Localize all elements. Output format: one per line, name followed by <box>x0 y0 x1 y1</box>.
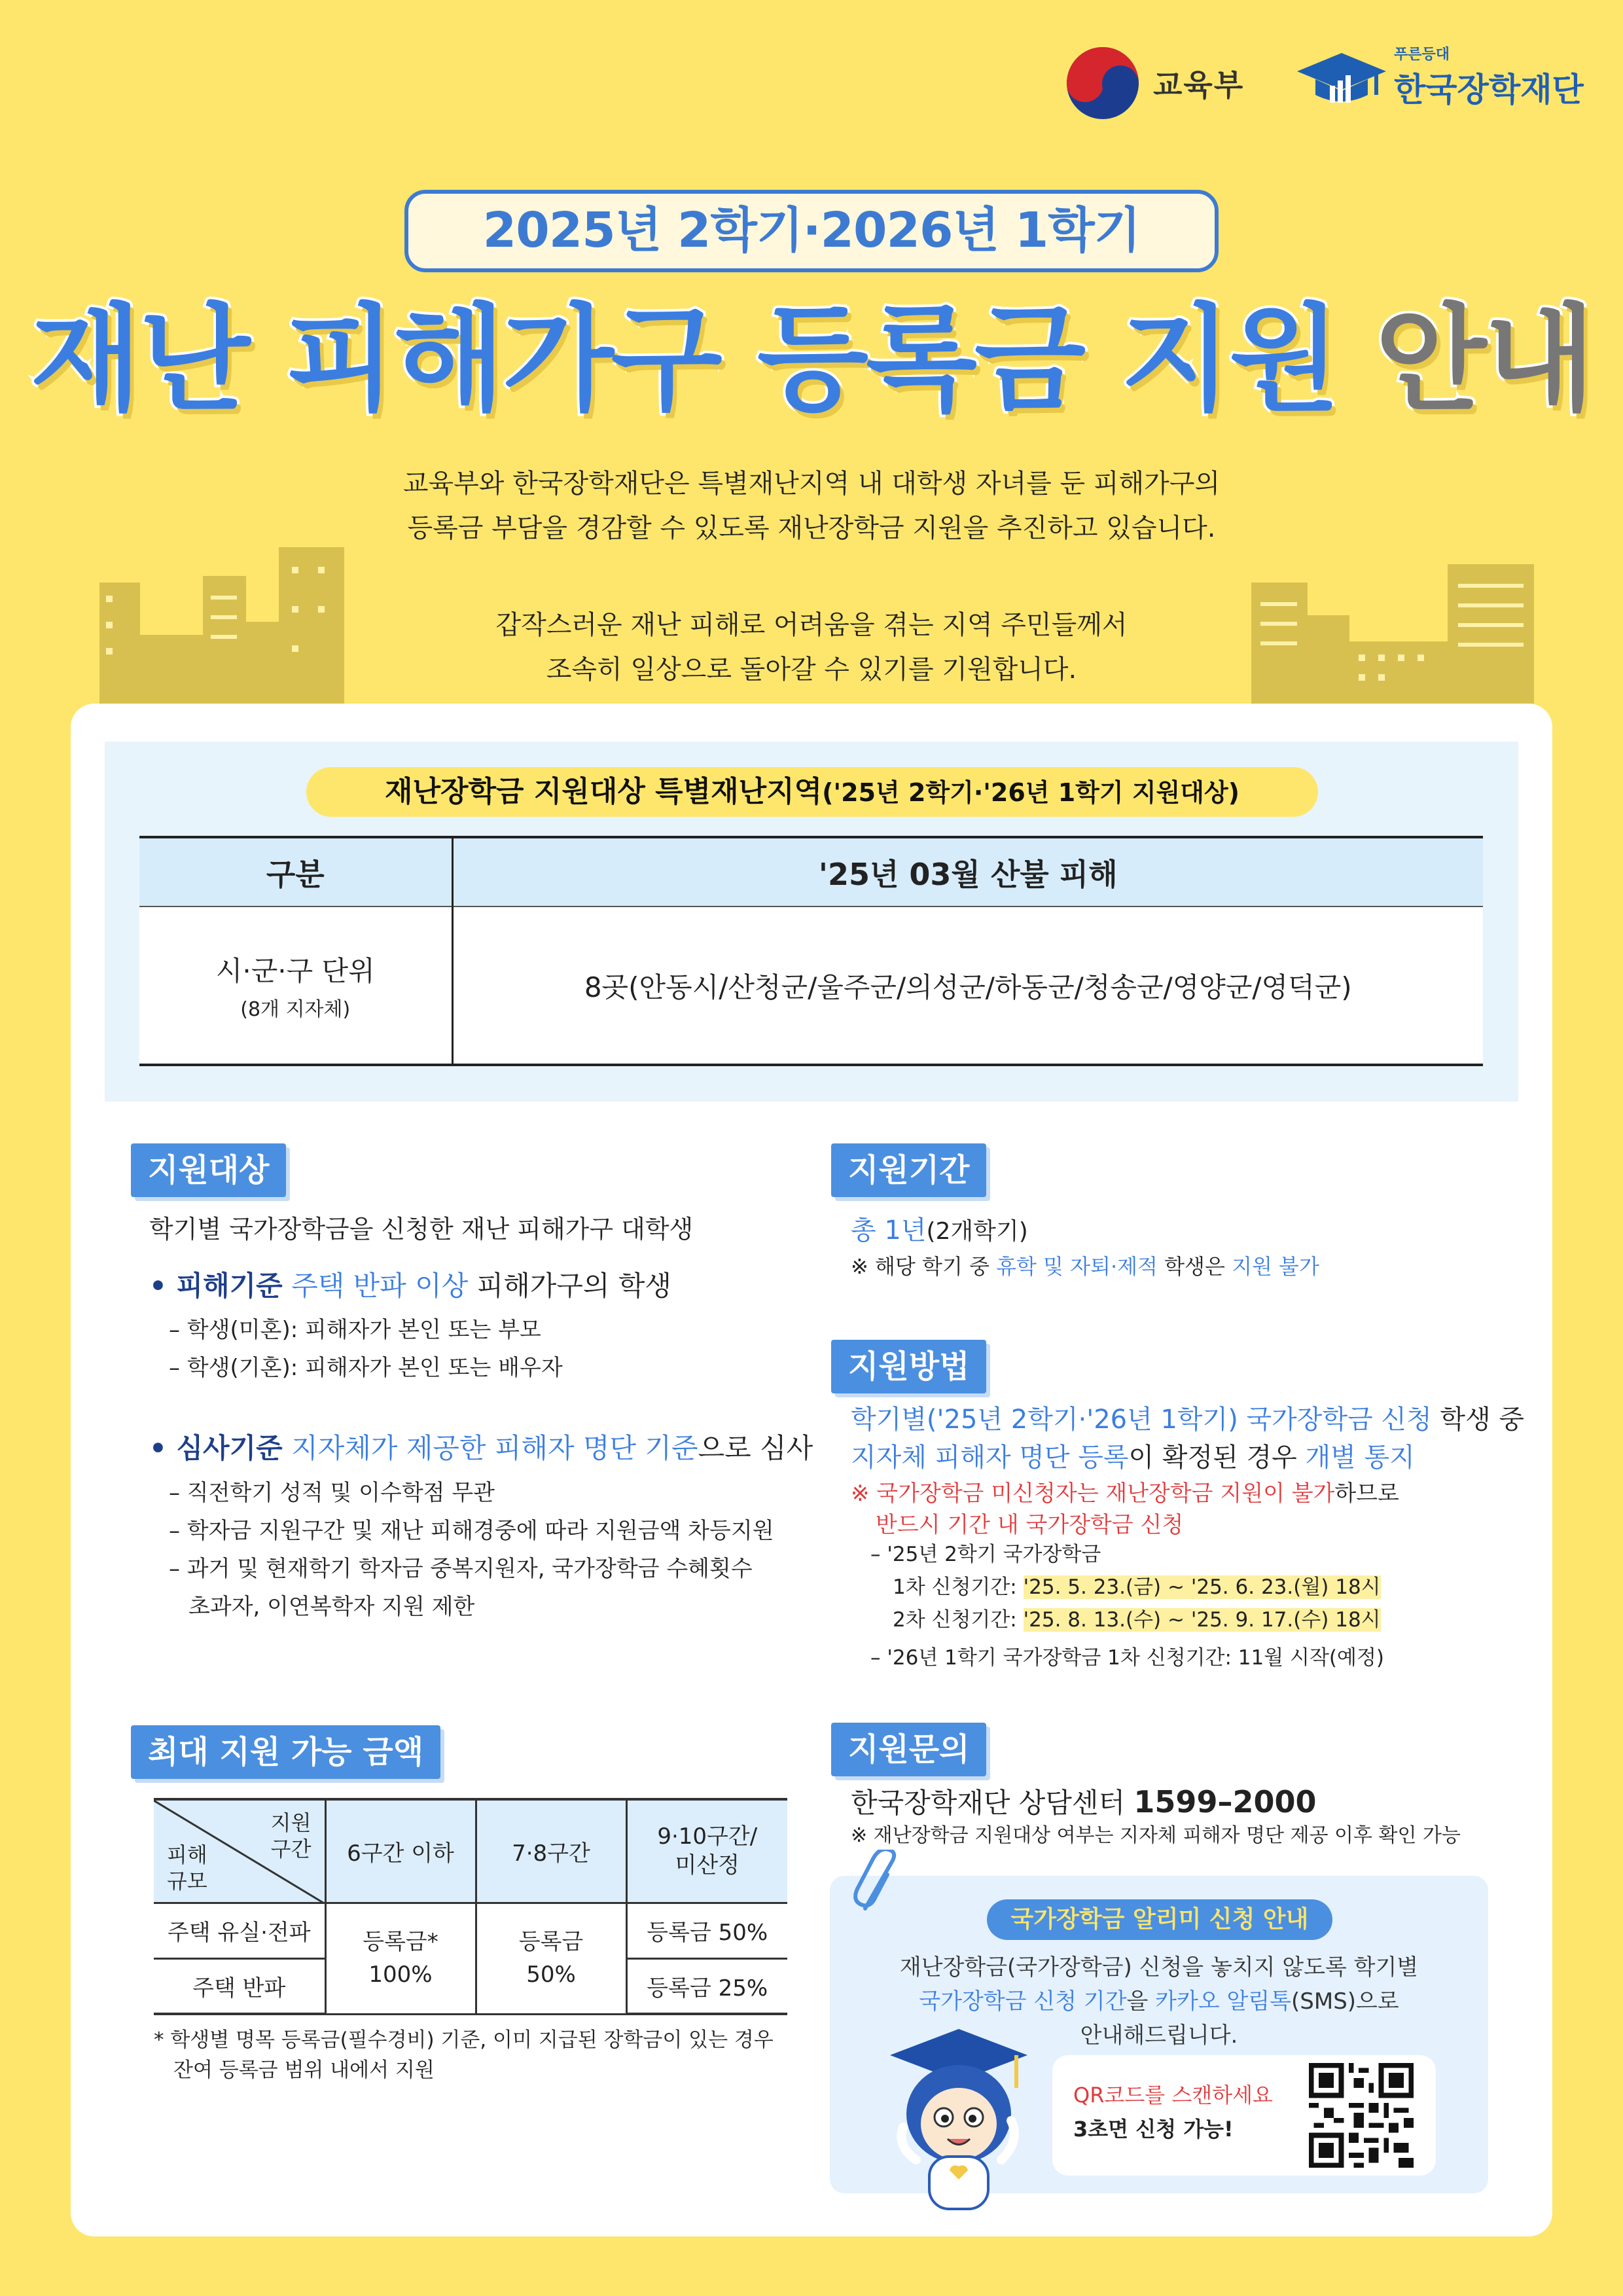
semester-title: 2025년 2학기·2026년 1학기 <box>404 190 1219 272</box>
corner-bottom: 피해 규모 <box>167 1842 207 1893</box>
intro-text <box>0 461 1623 692</box>
region-title <box>306 767 1318 817</box>
warning-text: 반드시 기간 내 국가장학금 신청 <box>876 1512 1184 1538</box>
amount-note-line: 잔여 등록금 범위 내에서 지원 <box>173 2058 435 2082</box>
damage-items <box>169 1311 563 1387</box>
schedule-date: '25. 8. 13.(수) ~ '25. 9. 17.(수) 18시 <box>1023 1608 1381 1632</box>
alimi-line: 재난장학금(국가장학금) 신청을 놓치지 않도록 학기별 <box>899 1954 1419 1981</box>
amount-note-line: * 학생별 명목 등록금(필수경비) 기준, 이미 지급된 장학금이 있는 경우 <box>154 2028 774 2052</box>
amount-cell: 등록금* 100% <box>325 1903 476 2014</box>
paperclip-icon <box>852 1850 904 1922</box>
intro-line: 조속히 일상으로 돌아갈 수 있기를 기원합니다. <box>546 655 1077 685</box>
method-warning <box>851 1478 1399 1541</box>
period-note-text: 지원 불가 <box>1232 1254 1319 1279</box>
region-table <box>139 836 1483 1066</box>
method-text-part: 학생 중 <box>1431 1405 1525 1435</box>
schedule-label: 1차 신청기간: <box>893 1575 1024 1599</box>
intro-line: 교육부와 한국장학재단은 특별재난지역 내 대학생 자녀를 둔 피해가구의 <box>402 469 1221 499</box>
intro-line: 등록금 부담을 경감할 수 있도록 재난장학금 지원을 추진하고 있습니다. <box>407 513 1216 543</box>
amount-row-label: 주택 반파 <box>154 1958 325 2014</box>
tab-method: 지원방법 <box>831 1340 986 1393</box>
tab-inquiry: 지원문의 <box>831 1723 986 1776</box>
amount-cell: 등록금 50% <box>476 1903 626 2014</box>
tab-target: 지원대상 <box>131 1143 286 1197</box>
moe-logo <box>1067 47 1244 119</box>
region-title-main: 재난장학금 지원대상 특별재난지역 <box>384 775 823 808</box>
kosaf-logo <box>1296 43 1584 111</box>
period-note <box>851 1250 1319 1283</box>
inquiry-note: ※ 재난장학금 지원대상 여부는 지자체 피해자 명단 제공 이후 확인 가능 <box>851 1824 1461 1847</box>
schedule-date: '25. 5. 23.(금) ~ '25. 6. 23.(월) 18시 <box>1023 1575 1381 1599</box>
amount-cell: 등록금 25% <box>626 1958 787 2014</box>
region-row-sublabel: (8개 지자체) <box>240 997 351 1021</box>
amount-corner-cell <box>154 1799 325 1903</box>
review-value: 지자체가 제공한 피해자 명단 기준 <box>291 1432 698 1464</box>
alimi-line-part: 을 <box>1126 1988 1156 2015</box>
method-schedule <box>870 1538 1384 1674</box>
list-item: – 학생(미혼): 피해자가 본인 또는 부모 <box>169 1317 541 1343</box>
qr-subtitle: 3초면 신청 가능! <box>1073 2117 1234 2142</box>
alimi-line-part: 카카오 알림톡 <box>1155 1988 1292 2015</box>
region-title-sub: ('25년 2학기·'26년 1학기 지원대상) <box>822 778 1240 807</box>
damage-rest: 피해가구의 학생 <box>476 1270 671 1302</box>
target-intro: 학기별 국가장학금을 신청한 재난 피해가구 대학생 <box>149 1215 694 1244</box>
inquiry-center-name: 한국장학재단 상담센터 <box>851 1787 1134 1819</box>
period-note-text: 학생은 <box>1157 1254 1232 1279</box>
method-text-part: 지자체 피해자 명단 등록 <box>851 1443 1129 1473</box>
amount-note <box>154 2025 774 2085</box>
period-note-text: ※ 해당 학기 중 <box>851 1254 997 1279</box>
review-items <box>169 1474 774 1626</box>
review-criteria <box>149 1429 813 1468</box>
main-title <box>0 295 1623 425</box>
region-col-header: '25년 03월 산불 피해 <box>452 837 1483 906</box>
kosaf-tagline: 푸른등대 <box>1394 46 1450 63</box>
taegeuk-icon <box>1067 47 1139 119</box>
amount-col-header: 7·8구간 <box>476 1799 626 1903</box>
corner-top: 지원 구간 <box>270 1810 312 1861</box>
schedule-label: 2차 신청기간: <box>893 1608 1024 1632</box>
main-title-gray: 안내 <box>1375 293 1593 427</box>
method-text <box>851 1401 1524 1477</box>
method-text-part: 개별 통지 <box>1305 1443 1415 1473</box>
amount-col-header: 9·10구간/ 미산정 <box>626 1799 787 1903</box>
damage-label: • 피해기준 <box>149 1270 283 1302</box>
list-item: – 과거 및 현재학기 학자금 중복지원자, 국가장학금 수혜횟수 <box>169 1556 753 1582</box>
period-note-text: 휴학 및 자퇴·제적 <box>996 1254 1158 1279</box>
graduation-cap-icon <box>1296 48 1387 107</box>
amount-cell: 등록금 50% <box>626 1903 787 1958</box>
damage-criteria <box>149 1266 671 1306</box>
list-item: – 직전학기 성적 및 이수학점 무관 <box>169 1480 495 1506</box>
list-item: – 학자금 지원구간 및 재난 피해경중에 따라 지원금액 차등지원 <box>169 1518 774 1544</box>
method-text-part: 학기별('25년 2학기·'26년 1학기) 국가장학금 신청 <box>851 1405 1432 1435</box>
intro-line: 갑작스러운 재난 피해로 어려움을 겪는 지역 주민들께서 <box>495 610 1128 640</box>
warning-text: 하므로 <box>1334 1480 1399 1507</box>
method-text-part: 이 확정된 경우 <box>1128 1443 1306 1473</box>
qr-text <box>1073 2078 1273 2146</box>
region-row-label: 시·군·구 단위 <box>215 954 375 987</box>
list-item: – 학생(기혼): 피해자가 본인 또는 배우자 <box>169 1355 563 1381</box>
alimi-line-part: 국가장학금 신청 기간 <box>919 1988 1127 2015</box>
qr-title: QR코드를 스캔하세요 <box>1073 2083 1273 2108</box>
period-total <box>851 1212 1028 1250</box>
alimi-line: 안내해드립니다. <box>1080 2022 1238 2049</box>
qr-code-icon[interactable] <box>1309 2063 1414 2168</box>
amount-row-label: 주택 유실·전파 <box>154 1903 325 1958</box>
inquiry-center <box>851 1783 1316 1822</box>
damage-value: 주택 반파 이상 <box>291 1270 469 1302</box>
review-label: • 심사기준 <box>149 1432 283 1464</box>
region-col-header: 구분 <box>139 837 452 906</box>
alimi-pill: 국가장학금 알리미 신청 안내 <box>987 1899 1332 1940</box>
mascot-icon <box>877 2022 1041 2219</box>
moe-name: 교육부 <box>1153 67 1245 103</box>
kosaf-name: 한국장학재단 <box>1394 71 1584 109</box>
region-row-value: 8곳(안동시/산청군/울주군/의성군/하동군/청송군/영양군/영덕군) <box>452 906 1483 1065</box>
alimi-line-part: (SMS)으로 <box>1291 1988 1399 2015</box>
amount-col-header: 6구간 이하 <box>325 1799 476 1903</box>
tab-amount: 최대 지원 가능 금액 <box>131 1725 440 1779</box>
schedule-line: – '26년 1학기 국가장학금 1차 신청기간: 11월 시작(예정) <box>870 1646 1384 1670</box>
inquiry-phone: 1599–2000 <box>1133 1784 1317 1820</box>
tab-period: 지원기간 <box>831 1143 986 1197</box>
region-row-label-cell <box>139 906 452 1065</box>
warning-text: ※ 국가장학금 미신청자는 재난장학금 지원이 불가 <box>851 1480 1335 1507</box>
main-title-blue: 재난 피해가구 등록금 지원 <box>30 293 1338 427</box>
period-total-rest: (2개학기) <box>926 1218 1028 1245</box>
amount-table <box>154 1798 787 2015</box>
list-item: 초과자, 이연복학자 지원 제한 <box>188 1594 475 1620</box>
period-total-label: 총 1년 <box>851 1215 927 1246</box>
schedule-line: – '25년 2학기 국가장학금 <box>870 1543 1101 1566</box>
review-rest: 으로 심사 <box>698 1432 813 1464</box>
